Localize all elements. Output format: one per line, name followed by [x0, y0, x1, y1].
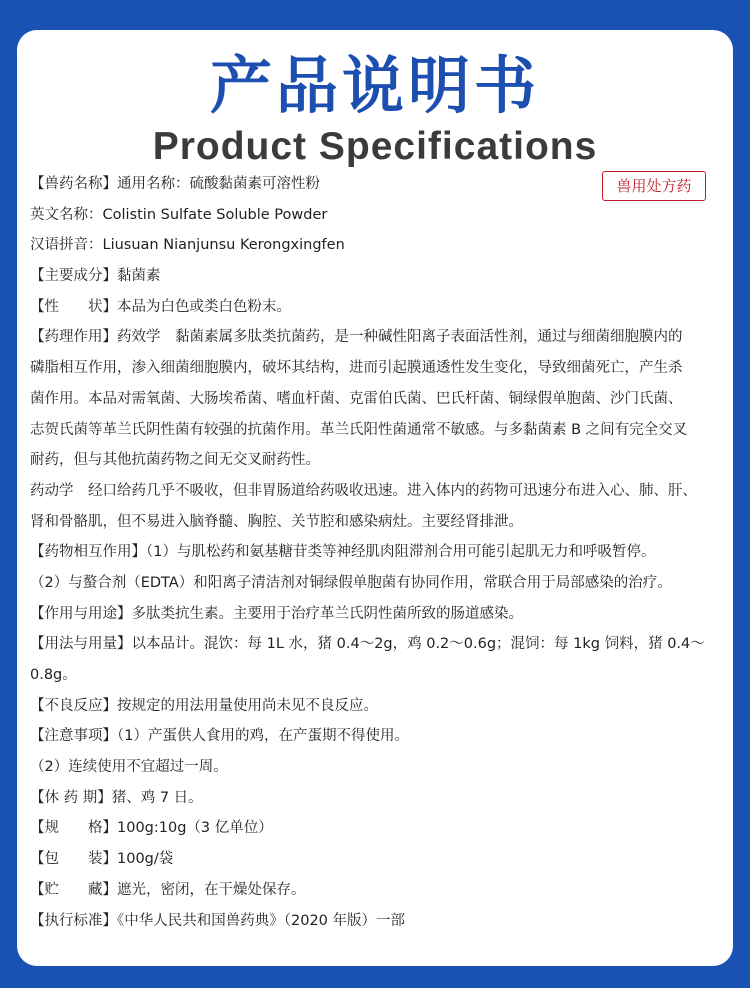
english-name-line: 英文名称：Colistin Sulfate Soluble Powder: [30, 206, 328, 223]
appearance-line: 【性 状】本品为白色或类白色粉末。: [30, 298, 291, 315]
pharmacology-line-4: 志贺氏菌等革兰氏阴性菌有较强的抗菌作用。革兰氏阳性菌通常不敏感。与多黏菌素 B 之间有完全交叉: [30, 421, 688, 438]
standard-line: 【执行标准】《中华人民共和国兽药典》（2020 年版）一部: [30, 912, 406, 929]
pharmacokinetics-line-2: 肾和骨骼肌，但不易进入脑脊髓、胸腔、关节腔和感染病灶。主要经肾排泄。: [30, 513, 523, 530]
pharmacology-line-3: 菌作用。本品对需氧菌、大肠埃希菌、嗜血杆菌、克雷伯氏菌、巴氏杆菌、铜绿假单胞菌、沙门氏菌、: [30, 390, 683, 407]
withdrawal-line: 【休 药 期】猪、鸡 7 日。: [30, 789, 203, 806]
interactions-line-1: 【药物相互作用】（1）与肌松药和氨基糖苷类等神经肌肉阻滞剂合用可能引起肌无力和呼吸暂停。: [30, 544, 656, 561]
pharmacokinetics-line-1: 药动学 经口给药几乎不吸收，但非胃肠道给药吸收迅速。进入体内的药物可迅速分布进入心、肺、肝、: [30, 482, 697, 499]
ingredients-line: 【主要成分】黏菌素: [30, 268, 161, 285]
specification-line: 【规 格】100g:10g（3 亿单位）: [30, 820, 273, 837]
precautions-line-1: 【注意事项】（1）产蛋供人食用的鸡，在产蛋期不得使用。: [30, 728, 409, 745]
dosage-line-1: 【用法与用量】以本品计。混饮：每 1L 水，猪 0.4～2g，鸡 0.2～0.6g；混饲：每 1kg 饲料，猪 0.4～: [30, 636, 705, 653]
prescription-badge: 兽用处方药: [602, 171, 706, 201]
pharmacology-line-5: 耐药，但与其他抗菌药物之间无交叉耐药性。: [30, 452, 320, 469]
dosage-line-2: 0.8g。: [30, 667, 77, 683]
precautions-line-2: （2）连续使用不宜超过一周。: [30, 759, 228, 776]
title-chinese: 产品说明书: [209, 49, 540, 122]
storage-line: 【贮 藏】遮光，密闭，在干燥处保存。: [30, 881, 306, 898]
adverse-reactions-line: 【不良反应】按规定的用法用量使用尚未见不良反应。: [30, 697, 378, 714]
title-english: Product Specifications: [152, 125, 598, 168]
pharmacology-line-1: 【药理作用】药效学 黏菌素属多肽类抗菌药，是一种碱性阳离子表面活性剂，通过与细菌细胞膜内的: [30, 329, 683, 346]
indications-line: 【作用与用途】多肽类抗生素。主要用于治疗革兰氏阴性菌所致的肠道感染。: [30, 605, 523, 622]
pharmacology-line-2: 磷脂相互作用，渗入细菌细胞膜内，破坏其结构，进而引起膜通透性发生变化，导致细菌死亡，产生杀: [30, 360, 683, 377]
pinyin-line: 汉语拼音：Liusuan Nianjunsu Kerongxingfen: [30, 237, 345, 254]
spec-card: [17, 30, 733, 966]
drug-name-line: 【兽药名称】通用名称：硫酸黏菌素可溶性粉: [30, 176, 320, 192]
interactions-line-2: （2）与螯合剂（EDTA）和阳离子清洁剂对铜绿假单胞菌有协同作用，常联合用于局部感染的治疗。: [30, 574, 672, 591]
package-line: 【包 装】100g/袋: [30, 851, 174, 868]
spec-body: [30, 169, 724, 936]
